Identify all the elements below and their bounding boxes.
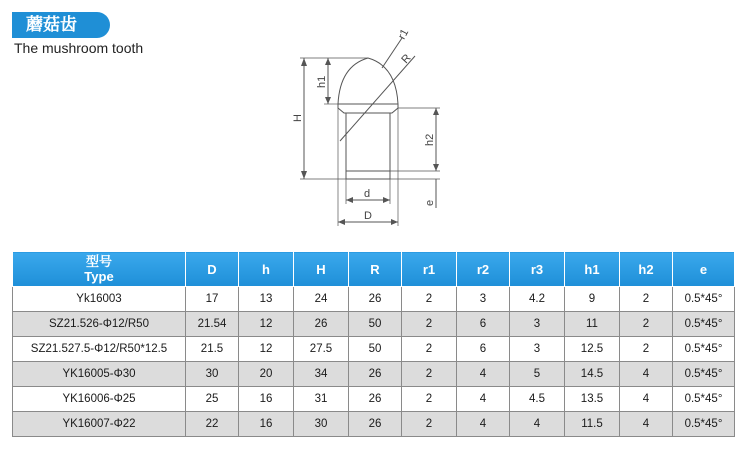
cell-h: 12 — [239, 312, 294, 337]
cell-H: 26 — [294, 312, 349, 337]
cell-r3: 4.5 — [510, 387, 565, 412]
cell-H: 30 — [294, 412, 349, 437]
cell-type: SZ21.526-Φ12/R50 — [13, 312, 186, 337]
cell-h: 13 — [239, 287, 294, 312]
cell-type: SZ21.527.5-Φ12/R50*12.5 — [13, 337, 186, 362]
dome-outline — [338, 58, 398, 104]
table-row — [13, 337, 735, 362]
label-e: e — [424, 199, 436, 206]
header-e: e — [673, 252, 735, 287]
cell-e: 0.5*45° — [673, 337, 735, 362]
shank-outline — [346, 113, 390, 179]
header-D: D — [186, 252, 239, 287]
header-R: R — [349, 252, 402, 287]
cell-e: 0.5*45° — [673, 362, 735, 387]
cell-h1: 11.5 — [565, 412, 620, 437]
cell-h2: 2 — [620, 287, 673, 312]
cell-D: 25 — [186, 387, 239, 412]
cell-h2: 4 — [620, 412, 673, 437]
header-h1: h1 — [565, 252, 620, 287]
cell-D: 22 — [186, 412, 239, 437]
cell-h2: 2 — [620, 312, 673, 337]
cell-h: 16 — [239, 387, 294, 412]
cell-D: 21.54 — [186, 312, 239, 337]
cell-r1: 2 — [402, 387, 457, 412]
cell-r3: 3 — [510, 312, 565, 337]
cell-e: 0.5*45° — [673, 387, 735, 412]
cell-type: YK16007-Φ22 — [13, 412, 186, 437]
label-D: D — [364, 210, 372, 222]
cell-e: 0.5*45° — [673, 412, 735, 437]
cell-h1: 13.5 — [565, 387, 620, 412]
header-type: 型号 Type — [13, 252, 186, 287]
cell-h2: 2 — [620, 337, 673, 362]
cell-h: 12 — [239, 337, 294, 362]
cell-R: 26 — [349, 362, 402, 387]
cell-type: Yk16003 — [13, 287, 186, 312]
table-header-row — [13, 252, 735, 287]
cell-h1: 12.5 — [565, 337, 620, 362]
header-h: h — [239, 252, 294, 287]
label-R: R — [399, 52, 414, 67]
table-row — [13, 412, 735, 437]
cell-H: 31 — [294, 387, 349, 412]
cell-r2: 4 — [457, 412, 510, 437]
cell-e: 0.5*45° — [673, 287, 735, 312]
cell-D: 30 — [186, 362, 239, 387]
cell-h: 16 — [239, 412, 294, 437]
cell-r3: 3 — [510, 337, 565, 362]
cell-r1: 2 — [402, 287, 457, 312]
mushroom-tooth-drawing — [280, 16, 460, 236]
table-row — [13, 287, 735, 312]
table-row — [13, 387, 735, 412]
table-row — [13, 312, 735, 337]
header-r1: r1 — [402, 252, 457, 287]
cell-r3: 5 — [510, 362, 565, 387]
label-r1: r1 — [396, 27, 412, 42]
label-H: H — [292, 114, 304, 122]
cell-type: YK16005-Φ30 — [13, 362, 186, 387]
cell-r2: 3 — [457, 287, 510, 312]
cell-h1: 14.5 — [565, 362, 620, 387]
cell-h2: 4 — [620, 387, 673, 412]
cell-R: 26 — [349, 287, 402, 312]
header-r3: r3 — [510, 252, 565, 287]
cell-r3: 4 — [510, 412, 565, 437]
table-row — [13, 362, 735, 387]
neck-outline — [338, 104, 398, 113]
header-h2: h2 — [620, 252, 673, 287]
cell-h1: 11 — [565, 312, 620, 337]
page-subtitle: The mushroom tooth — [14, 40, 144, 56]
cell-r1: 2 — [402, 337, 457, 362]
cell-e: 0.5*45° — [673, 312, 735, 337]
cell-H: 27.5 — [294, 337, 349, 362]
cell-H: 34 — [294, 362, 349, 387]
cell-H: 24 — [294, 287, 349, 312]
cell-R: 50 — [349, 337, 402, 362]
title-badge — [12, 12, 110, 38]
cell-D: 17 — [186, 287, 239, 312]
cell-r2: 4 — [457, 362, 510, 387]
cell-r2: 6 — [457, 312, 510, 337]
cell-R: 26 — [349, 387, 402, 412]
cell-R: 26 — [349, 412, 402, 437]
header-H: H — [294, 252, 349, 287]
cell-r1: 2 — [402, 412, 457, 437]
dim-R-leader — [340, 56, 415, 141]
cell-D: 21.5 — [186, 337, 239, 362]
cell-r1: 2 — [402, 362, 457, 387]
cell-r2: 4 — [457, 387, 510, 412]
header-r2: r2 — [457, 252, 510, 287]
cell-r2: 6 — [457, 337, 510, 362]
cell-r3: 4.2 — [510, 287, 565, 312]
technical-drawing-svg — [280, 16, 460, 231]
cell-h1: 9 — [565, 287, 620, 312]
cell-r1: 2 — [402, 312, 457, 337]
cell-h2: 4 — [620, 362, 673, 387]
label-h1: h1 — [316, 75, 328, 88]
dim-r1-leader — [382, 38, 402, 68]
cell-R: 50 — [349, 312, 402, 337]
spec-table — [12, 251, 735, 437]
cell-h: 20 — [239, 362, 294, 387]
cell-type: YK16006-Φ25 — [13, 387, 186, 412]
label-d: d — [364, 188, 371, 200]
page-title-cn: 蘑菇齿 — [26, 15, 77, 34]
label-h2: h2 — [424, 133, 436, 146]
